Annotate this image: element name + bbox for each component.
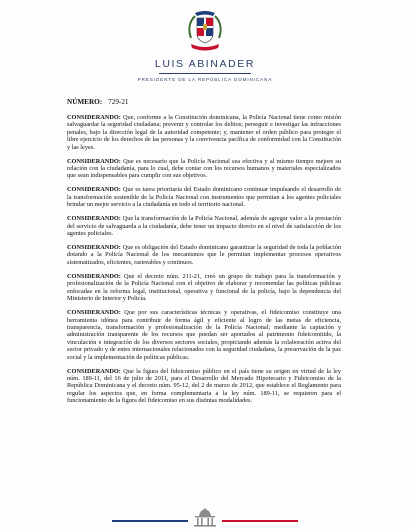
considerando-lead: CONSIDERANDO: bbox=[67, 244, 121, 252]
considerando-lead: CONSIDERANDO: bbox=[67, 215, 121, 223]
considerando-lead: CONSIDERANDO: bbox=[67, 114, 121, 121]
considerando-text: Que es tarea prioritaria del Estado dominicano continuar impulsando el desarrollo de la transformación sostenible de la Policía Nacional con instrumentos que permitan a los agentes policiales brindar un mejor servicio a la ciudadanía en todo el territorio nacional. bbox=[67, 186, 341, 209]
considerando-text: Que el decreto núm. 211-21, creó un grupo de trabajo para la transformación y profesionalización de la Policía Nacional con el objetivo de elaborar y recomendar las políticas públicas enfocadas en la reforma legal, institucional, operativa y funcional de la policía, bajo la dependencia del Ministerio de Interior y Policía. bbox=[67, 272, 342, 303]
president-name: LUIS ABINADER bbox=[154, 58, 256, 70]
considerando-paragraph bbox=[67, 114, 341, 151]
header-divider bbox=[159, 73, 251, 74]
considerando-text: Que es obligación del Estado dominicano garantizar la seguridad de toda la población dotando a la Policía Nacional de los mecanismos que le permitan implementar procesos operativos sistematizados, eficientes, rastreables y continuos. bbox=[67, 244, 341, 266]
considerando-paragraph bbox=[67, 158, 341, 180]
considerando-paragraph bbox=[67, 309, 341, 361]
considerando-text: Que, conforme a la Constitución dominicana, la Policía Nacional tiene como misión salvaguardar la seguridad ciudadana; prevenir y controlar los delitos; perseguir e investigar las infracciones penales, bajo la dirección legal de la autoridad competente; y, mantener el orden público para proteger el libre ejercicio de los derechos de las personas y la convivencia pacífica de conformidad con la Constitución y las leyes. bbox=[67, 114, 341, 151]
considerando-text: Que la figura del fideicomiso público en el país tiene su origen en virtud de la ley núm. 189-11, del 16 de julio de 2011, para el Desarrollo del Mercado Hipotecario y Fideicomiso de la República Dominicana y el decreto núm. 95-12, del 2 de marzo de 2012, que establece el Reglamento para regular los aspectos que, en forma complementaria a la ley núm. 189-11, se requieren para el funcionamiento de la figura del fideicomiso en sus distintas modalidades. bbox=[67, 367, 341, 405]
letterhead bbox=[0, 8, 410, 82]
president-title: PRESIDENTE DE LA REPÚBLICA DOMINICANA bbox=[137, 77, 273, 82]
national-palace-icon bbox=[192, 508, 218, 528]
considerando-text: Que la transformación de la Policía Nacional, además de agregar valor a la prestación del servicio de salvaguarda a la ciudadanía, debe tener un impacto directo en el nivel de satisfacción de los agentes policiales. bbox=[67, 215, 342, 238]
document-number-label: NÚMERO: bbox=[67, 98, 103, 106]
considerando-paragraph bbox=[67, 186, 341, 208]
considerando-text: Que es necesario que la Policía Nacional sea efectiva y al mismo tiempo mejore su relación con la ciudadanía, para lo cual, debe contar con los recursos humanos y materiales especializados que sean indispensables para cumplir con sus objetivos. bbox=[67, 157, 341, 180]
considerando-lead: CONSIDERANDO: bbox=[67, 309, 121, 317]
considerando-text: Que por sus características técnicas y operativas, el fideicomiso constituye una herramienta idónea para contribuir de forma ágil y eficiente al logro de las metas de eficiencia, transparencia, transformación y profesionalización de la Policía Nacional; mediante la captación y administración transparente de los recursos que puedan ser aportados al patrimonio fideicomitido, la vinculación e integración de los diversos sectores sociales, propiciando además la colaboración activa del sector privado y de entes internacionales relacionados con la seguridad ciudadana, la preservación de la paz social y la implementación de políticas públicas. bbox=[67, 309, 341, 361]
footer-blue-line bbox=[112, 520, 188, 522]
document-number bbox=[67, 98, 129, 106]
footer bbox=[0, 506, 410, 530]
considerando-lead: CONSIDERANDO: bbox=[67, 157, 121, 165]
considerando-paragraph bbox=[67, 273, 341, 303]
document-body bbox=[67, 114, 341, 411]
considerando-paragraph bbox=[67, 244, 341, 266]
footer-red-line bbox=[222, 520, 298, 522]
considerando-lead: CONSIDERANDO: bbox=[67, 186, 121, 194]
dominican-coat-of-arms-icon bbox=[185, 8, 225, 54]
considerando-lead: CONSIDERANDO: bbox=[67, 272, 121, 280]
considerando-lead: CONSIDERANDO: bbox=[67, 367, 121, 375]
considerando-paragraph bbox=[67, 368, 341, 405]
document-number-value: 729-21 bbox=[108, 98, 129, 106]
considerando-paragraph bbox=[67, 215, 341, 237]
